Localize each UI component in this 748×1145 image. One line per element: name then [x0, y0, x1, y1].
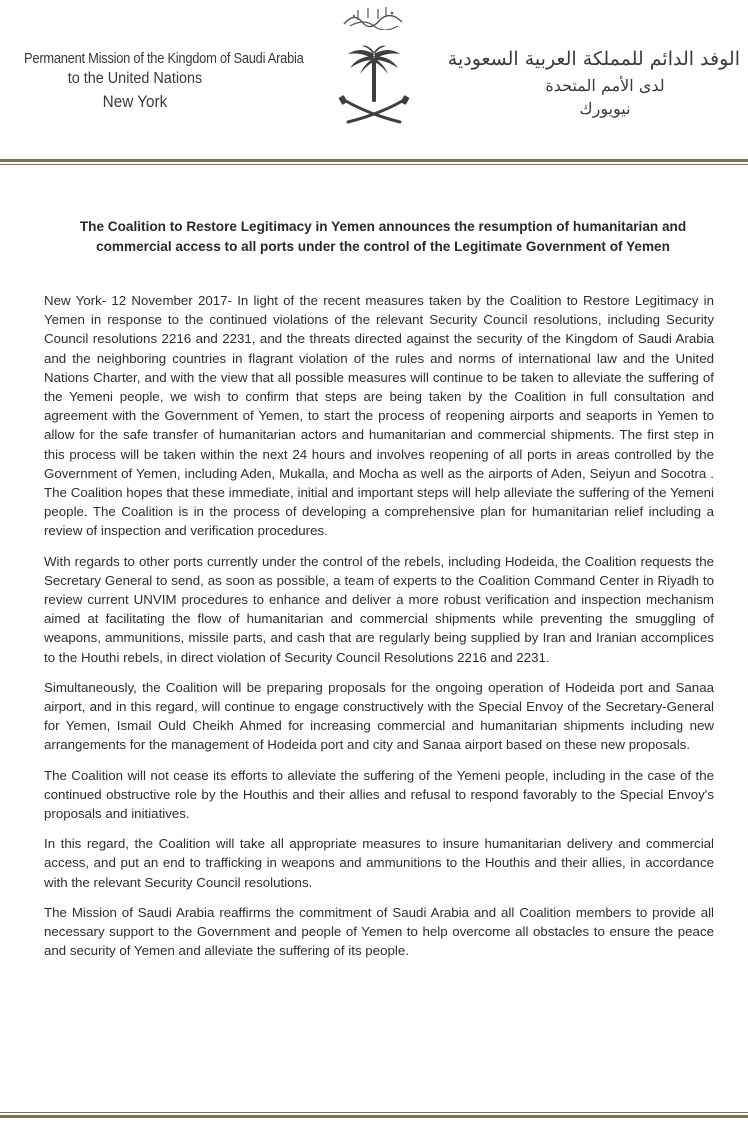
mission-ar-line2: لدى الأمم المتحدة: [545, 76, 665, 95]
mission-ar-line1: الوفد الدائم للمملكة العربية السعودية: [447, 48, 740, 70]
paragraph-1: New York- 12 November 2017- In light of the recent measures taken by the Coalition to Restore Legitimacy in Yemen in response to the continued violations of the relevant Security Council resolutions, including Security Council resolutions 2216 and 2231, and the threats directed against the security of the Kingdom of Saudi Arabia and the neighboring countries in flagrant violation of the rules and norms of international law and the United Nations Charter, and with the view that all possible measures will continue to be taken to alleviate the suffering of the Yemeni people, we wish to confirm that steps are being taken by the Coalition in full consultation and agreement with the Government of Yemen, to start the process of reopening airports and seaports in Yemen to allow for the safe transfer of humanitarian actors and humanitarian and commercial shipments. The first step in this process will be taken within the next 24 hours and involves reopening of all ports in areas controlled by the Government of Yemen, including Aden, Mukalla, and Mocha as well as the airports of Aden, Seiyun and Socotra . The Coalition hopes that these immediate, initial and important steps will help alleviate the suffering of the Yemeni people. The Coalition is in the process of developing a comprehensive plan for humanitarian relief including a review of inspection and verification procedures.: [44, 293, 714, 539]
mission-en-line3: New York: [102, 92, 168, 111]
paragraph-6: The Mission of Saudi Arabia reaffirms the commitment of Saudi Arabia and all Coalition members to provide all necessary support to the Government and people of Yemen to help overcome all obstacles to ensure the peace and security of Yemen and alleviate the suffering of its people.: [44, 904, 714, 959]
title-line-1: The Coalition to Restore Legitimacy in Yemen announces the resumption of humanitarian and: [79, 219, 687, 234]
paragraph-3: Simultaneously, the Coalition will be preparing proposals for the ongoing operation of Hodeida port and Sanaa airport, and in this regard, will continue to engage constructively with the Special Envoy of the Secretary-General for Yemen, Ismail Ould Cheikh Ahmed for increasing commercial and humanitarian shipments including new arrangements for the management of Hodeida port and city and Sanaa airport based on these new proposals.: [44, 679, 714, 753]
mission-en-line1: Permanent Mission of the Kingdom of Saudi Arabia: [24, 50, 304, 67]
mission-name-ar: [447, 48, 740, 118]
palm-swords-emblem-icon: [338, 42, 410, 128]
mission-name-en: [6, 50, 304, 112]
paragraph-4: The Coalition will not cease its efforts to alleviate the suffering of the Yemeni people, including in the case of the continued obstructive role by the Houthis and their allies and refusal to respond favorably to the Special Envoy's proposals and initiatives.: [44, 767, 714, 822]
mission-ar-line3: نيويورك: [579, 99, 631, 118]
calligraphy-header-icon: [340, 4, 406, 30]
paragraph-2: With regards to other ports currently under the control of the rebels, including Hodeida, the Coalition requests the Secretary General to send, as soon as possible, a team of experts to the Coalition Command Center in Riyadh to review current UNVIM procedures to enhance and deliver a more robust verification and inspection mechanism aimed at facilitating the flow of humanitarian and commercial shipments while preventing the smuggling of weapons, ammunitions, missile parts, and cash that are regularly being supplied by Iran and Iranian accomplices to the Houthi rebels, in direct violation of Security Council Resolutions 2216 and 2231.: [44, 553, 714, 665]
letterhead-divider: [0, 159, 748, 165]
document-body: [44, 291, 714, 972]
paragraph-5: In this regard, the Coalition will take all appropriate measures to insure humanitarian delivery and commercial access, and put an end to trafficking in weapons and ammunitions to the Houthis and their allies, in accordance with the relevant Security Council resolutions.: [44, 836, 714, 890]
document-title: [40, 217, 726, 257]
title-line-2: commercial access to all ports under the control of the Legitimate Government of Yemen: [96, 239, 670, 254]
footer-divider: [0, 1112, 748, 1118]
mission-en-line2: to the United Nations: [67, 70, 203, 87]
